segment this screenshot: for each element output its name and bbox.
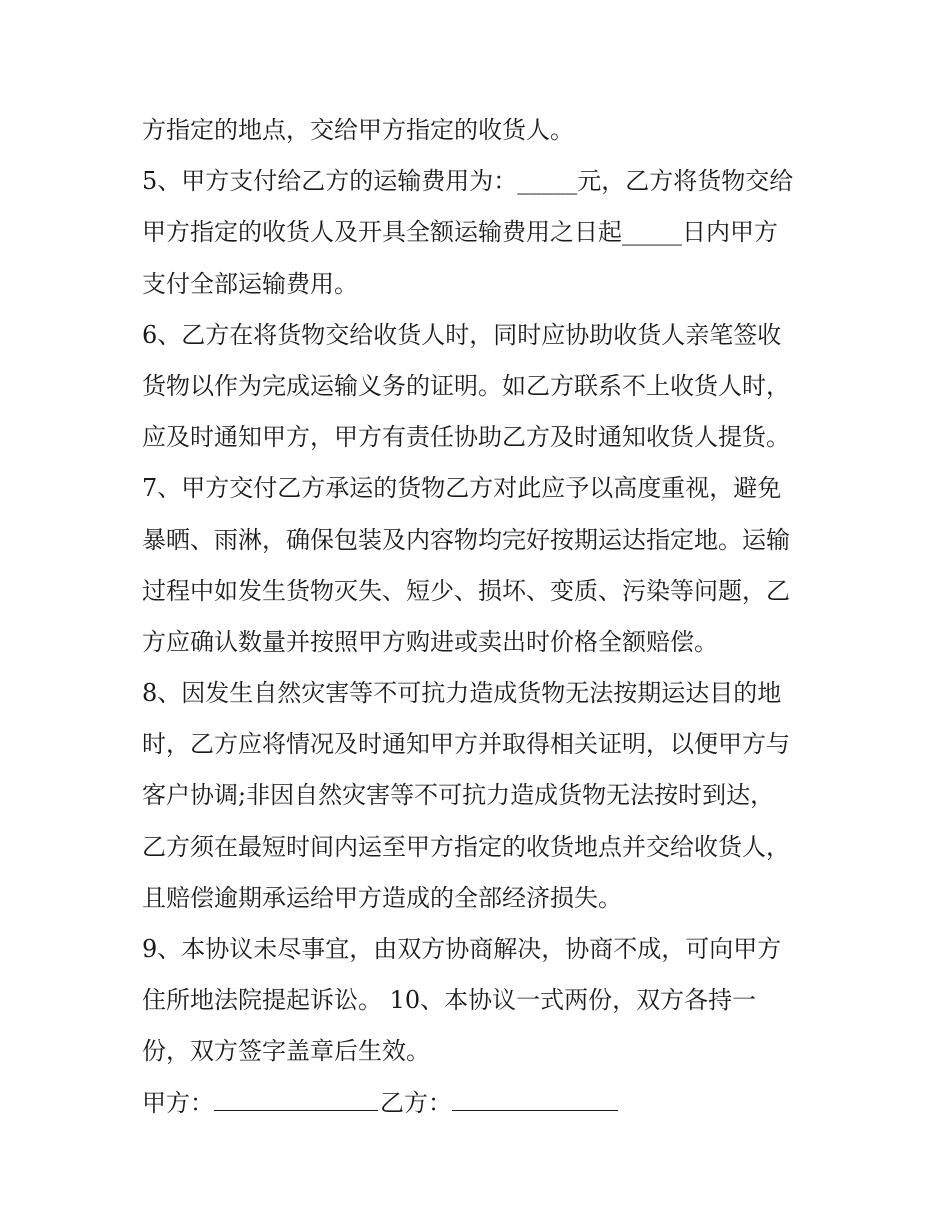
text-line: 甲方指定的收货人及开具全额运输费用之日起_____日内甲方 [142, 218, 778, 247]
text-line: 货物以作为完成运输义务的证明。如乙方联系不上收货人时， [142, 371, 790, 400]
text-line: 暴晒、雨淋，确保包装及内容物均完好按期运达指定地。运输 [142, 525, 790, 554]
text-line: 住所地法院提起诉讼。 10、本协议一式两份，双方各持一 [142, 986, 757, 1015]
text-line: 客户协调;非因自然灾害等不可抗力造成货物无法按时到达， [142, 781, 775, 810]
party-a-signature-blank[interactable] [214, 1088, 378, 1111]
party-b-signature-blank[interactable] [452, 1088, 618, 1111]
text-line: 方应确认数量并按照甲方购进或卖出时价格全额赔偿。 [142, 627, 718, 656]
text-line: 方指定的地点，交给甲方指定的收货人。 [142, 116, 574, 144]
clause-7-line: 7、甲方交付乙方承运的货物乙方对此应予以高度重视，避免 [142, 474, 782, 503]
text-line: 份，双方签字盖章后生效。 [142, 1037, 430, 1066]
text-line: 时，乙方应将情况及时通知甲方并取得相关证明，以便甲方与 [142, 730, 790, 759]
signature-row [142, 1078, 822, 1129]
clause-8-line: 8、因发生自然灾害等不可抗力造成货物无法按期运达目的地 [142, 679, 782, 708]
text-line: 乙方须在最短时间内运至甲方指定的收货地点并交给收货人， [142, 832, 790, 861]
text-line: 支付全部运输费用。 [142, 269, 358, 298]
clause-6-line: 6、乙方在将货物交给收货人时，同时应协助收货人亲笔签收 [142, 320, 782, 349]
text-line: 且赔偿逾期承运给甲方造成的全部经济损失。 [142, 883, 622, 912]
text-line: 过程中如发生货物灭失、短少、损坏、变质、污染等问题，乙 [142, 576, 790, 605]
party-a-label: 甲方： [142, 1088, 214, 1117]
party-b-label: 乙方： [380, 1088, 452, 1117]
text-line: 应及时通知甲方，甲方有责任协助乙方及时通知收货人提货。 [142, 423, 790, 452]
clause-5-line: 5、甲方支付给乙方的运输费用为：_____元，乙方将货物交给 [142, 167, 794, 196]
clause-9-line: 9、本协议未尽事宜，由双方协商解决，协商不成，可向甲方 [142, 935, 782, 963]
document-body [142, 105, 822, 1129]
